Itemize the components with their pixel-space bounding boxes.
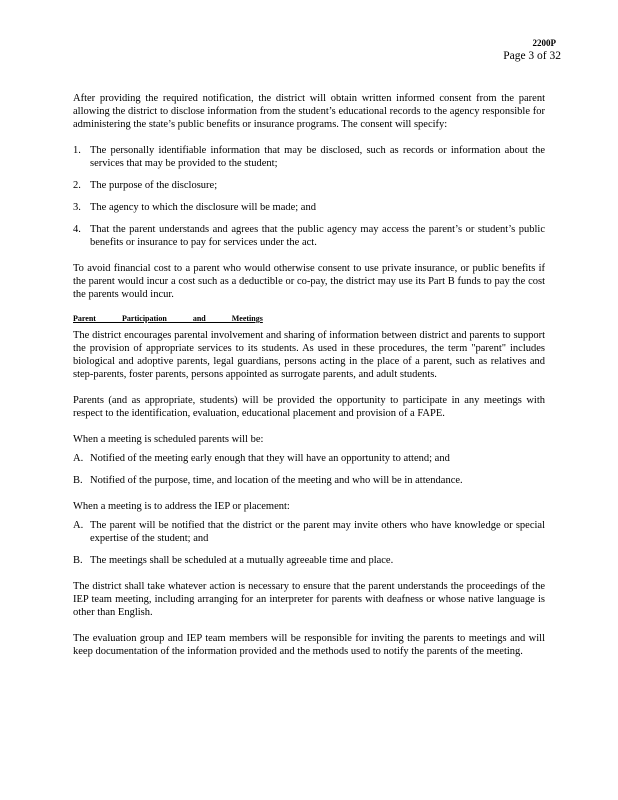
meeting-notification-list xyxy=(73,452,545,487)
list-marker: B. xyxy=(73,555,83,566)
list-item-text: Notified of the meeting early enough that they will have an opportunity to attend; and xyxy=(90,453,450,464)
list-item-text: The meetings shall be scheduled at a mutually agreeable time and place. xyxy=(90,555,394,566)
list-item xyxy=(73,519,545,545)
list-marker: 3. xyxy=(73,202,81,213)
paragraph-consent: After providing the required notification, the district will obtain written informed consent from the parent allowing the district to disclose information from the student’s educational records to the agency responsible for administering the state’s public benefits or insurance programs. The consent will specify: xyxy=(73,93,545,130)
list-item xyxy=(73,201,545,214)
list-item xyxy=(73,474,545,487)
list-item-text: The personally identifiable information that may be disclosed, such as records or information about the services that may be provided to the student; xyxy=(90,145,545,169)
list-marker: 4. xyxy=(73,224,81,235)
list-item-text: That the parent understands and agrees that the public agency may access the parent’s or student’s public benefits or insurance to pay for services under the act. xyxy=(90,224,545,248)
list-marker: A. xyxy=(73,520,84,531)
list-item-text: The purpose of the disclosure; xyxy=(90,180,218,191)
page-number: Page 3 of 32 xyxy=(503,50,561,62)
paragraph-participation: Parents (and as appropriate, students) will be provided the opportunity to participate in any meetings with respect to the identification, evaluation, educational placement and provision of a FAPE. xyxy=(73,395,545,419)
paragraph-iep-meeting: When a meeting is to address the IEP or placement: xyxy=(73,501,290,512)
paragraph-parental-involvement: The district encourages parental involvement and sharing of information between district and parents to support the provision of appropriate services to its students. As used in these procedures, the term "parent" includes biological and adoptive parents, legal guardians, persons acting in the place of a parent, such as relatives and step-parents, foster parents, persons appointed as surrogate parents, and adult students. xyxy=(73,330,545,380)
paragraph-documentation: The evaluation group and IEP team members will be responsible for inviting the parents to meetings and will keep documentation of the information provided and the methods used to notify the parents of the meeting. xyxy=(73,633,545,657)
iep-meeting-list xyxy=(73,519,545,567)
section-heading: Parent Participation and Meetings xyxy=(73,314,263,323)
list-item xyxy=(73,223,545,249)
list-item xyxy=(73,452,545,465)
paragraph-cost: To avoid financial cost to a parent who would otherwise consent to use private insurance, or public benefits if the parent would incur a cost such as a deductible or co-pay, the district may use its Part B funds to pay the cost the parents would incur. xyxy=(73,263,545,300)
consent-specifications-list xyxy=(73,144,545,249)
list-marker: B. xyxy=(73,475,83,486)
list-item-text: The parent will be notified that the district or the parent may invite others who have knowledge or special expertise of the student; and xyxy=(90,520,545,544)
list-marker: 1. xyxy=(73,145,81,156)
list-item xyxy=(73,144,545,170)
list-item xyxy=(73,179,545,192)
list-marker: A. xyxy=(73,453,84,464)
paragraph-meeting-scheduled: When a meeting is scheduled parents will be: xyxy=(73,434,264,445)
list-marker: 2. xyxy=(73,180,81,191)
list-item xyxy=(73,554,545,567)
policy-code: 2200P xyxy=(532,38,556,48)
list-item-text: Notified of the purpose, time, and location of the meeting and who will be in attendance. xyxy=(90,475,463,486)
document-body xyxy=(73,92,545,671)
list-item-text: The agency to which the disclosure will be made; and xyxy=(90,202,316,213)
paragraph-interpreter: The district shall take whatever action is necessary to ensure that the parent understands the proceedings of the IEP team meeting, including arranging for an interpreter for parents with deafness or whose native language is other than English. xyxy=(73,581,545,618)
